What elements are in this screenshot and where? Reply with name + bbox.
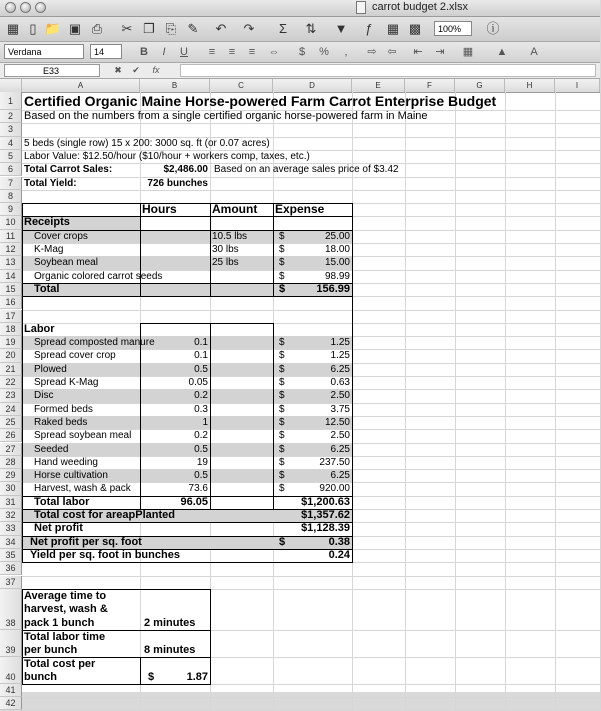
labor-hours-cell[interactable]: 0.5 <box>194 363 208 375</box>
title-bar <box>0 0 600 17</box>
row-header-25[interactable]: 25 <box>0 416 22 429</box>
row-header-6[interactable]: 6 <box>0 163 22 176</box>
net-profit-sqft-label-cell[interactable]: Net profit per sq. foot <box>30 535 142 548</box>
title-cell[interactable]: Certified Organic Maine Horse-powered Farm Carrot Enterprise Budget <box>24 93 497 109</box>
borders-icon[interactable]: ▦ <box>462 46 474 58</box>
total-cost-bunch-currency-cell[interactable]: $ <box>148 670 155 683</box>
labor-item-cell[interactable]: Raked beds <box>34 416 88 428</box>
column-headers <box>0 79 600 93</box>
labor-item-cell[interactable]: Harvest, wash & pack <box>34 483 131 495</box>
function-icon[interactable]: ƒ <box>365 21 373 36</box>
labor-expense-cell[interactable]: 0.63 <box>330 377 350 388</box>
avg-time-value-cell[interactable]: 2 minutes <box>144 616 196 629</box>
column-header-g[interactable]: G <box>455 79 505 92</box>
labor-item-cell[interactable]: Disc <box>34 390 54 402</box>
labor-currency-cell[interactable]: $ <box>279 416 285 428</box>
labor-hours-cell[interactable]: 73.6 <box>188 483 208 495</box>
zoom-window-button[interactable] <box>35 2 46 13</box>
row-header-24[interactable]: 24 <box>0 403 22 416</box>
receipts-total-currency-cell[interactable]: $ <box>279 282 286 295</box>
row-header-12[interactable]: 12 <box>0 243 22 256</box>
labor-currency-cell[interactable]: $ <box>279 363 285 375</box>
yield-sqft-cell[interactable]: 0.24 <box>328 548 350 561</box>
column-gridline <box>555 92 556 710</box>
yield-sqft-row-border <box>22 549 353 563</box>
labor-expense-cell[interactable]: 2.50 <box>330 390 350 402</box>
labor-expense-cell[interactable]: 237.50 <box>319 456 350 468</box>
labor-hours-cell[interactable]: 0.5 <box>194 470 208 482</box>
net-profit-sqft-currency-cell[interactable]: $ <box>279 535 286 548</box>
row-header-41[interactable]: 41 <box>0 684 22 697</box>
receipts-total-label-cell[interactable]: Total <box>34 282 60 295</box>
labor-currency-cell[interactable]: $ <box>279 430 285 442</box>
total-labor-label-cell[interactable]: Total labor <box>34 495 90 508</box>
labor-item-cell[interactable]: Plowed <box>34 363 67 375</box>
row-header-14[interactable]: 14 <box>0 270 22 283</box>
autosum-icon[interactable]: Σ <box>278 21 288 36</box>
copy-icon[interactable]: ❐ <box>143 21 155 36</box>
total-cost-cell[interactable]: $1,357.62 <box>301 509 350 521</box>
row-header-27[interactable]: 27 <box>0 443 22 456</box>
avg-time-label-cell-line: harvest, wash & <box>24 603 108 616</box>
undo-icon[interactable]: ↶ <box>215 21 227 36</box>
row-header-7[interactable]: 7 <box>0 177 22 190</box>
insert-function-button[interactable]: fx <box>152 65 160 75</box>
underline-button[interactable]: U <box>180 46 188 58</box>
sales-note-cell[interactable]: Based on an average sales price of $3.42 <box>214 164 399 176</box>
labor-hours-cell[interactable]: 19 <box>196 456 208 468</box>
filter-icon[interactable]: ▼ <box>334 21 348 36</box>
summary-row-1-border <box>22 589 211 631</box>
row-header-2[interactable]: 2 <box>0 110 22 123</box>
labor-item-cell[interactable]: Spread composted manure <box>34 337 155 349</box>
labor-item-cell[interactable]: Seeded <box>34 443 69 455</box>
row-header-20[interactable]: 20 <box>0 349 22 362</box>
column-header-d[interactable]: D <box>273 79 352 92</box>
row-header-9[interactable]: 9 <box>0 203 22 216</box>
total-cost-bunch-label-cell-line: Total cost per <box>24 657 96 670</box>
align-center-icon[interactable]: ≡ <box>228 46 236 58</box>
labor-currency-cell[interactable]: $ <box>279 337 285 349</box>
yield-value-cell[interactable]: 726 bunches <box>147 177 208 189</box>
labor-hours-cell[interactable]: 0.3 <box>194 403 208 415</box>
align-left-icon[interactable]: ≡ <box>208 46 216 58</box>
labor-expense-cell[interactable]: 6.25 <box>330 363 350 375</box>
column-header-i[interactable]: I <box>555 79 600 92</box>
receipt-expense-cell[interactable]: 25.00 <box>324 230 350 242</box>
row-header-17[interactable]: 17 <box>0 310 22 323</box>
receipt-item-cell[interactable]: K-Mag <box>34 244 64 255</box>
net-profit-label-cell[interactable]: Net profit <box>34 522 83 535</box>
total-row-border <box>22 283 353 297</box>
beds-cell[interactable]: 5 beds (single row) 15 x 200: 3000 sq. ft (or 0.07 acres) <box>24 137 270 149</box>
row-header-35[interactable]: 35 <box>0 549 22 562</box>
labor-currency-cell[interactable]: $ <box>279 390 285 402</box>
row-header-1[interactable]: 1 <box>0 92 22 110</box>
row-header-16[interactable]: 16 <box>0 296 22 309</box>
total-cost-bunch-label-cell-line: bunch <box>24 671 57 684</box>
hours-header-cell[interactable]: Hours <box>142 202 177 217</box>
labor-item-cell[interactable]: Spread K-Mag <box>34 377 99 388</box>
labor-expense-cell[interactable]: 6.25 <box>330 470 350 482</box>
labor-hours-cell[interactable]: 0.5 <box>194 443 208 455</box>
cancel-entry-icon[interactable]: ✖ <box>114 65 122 75</box>
formatting-toolbar <box>0 42 600 63</box>
print-icon[interactable]: ⎙ <box>91 21 103 36</box>
amount-header-cell[interactable]: Amount <box>212 202 258 217</box>
row-header-38[interactable]: 38 <box>0 589 22 630</box>
labor-item-cell[interactable]: Spread soybean meal <box>34 430 132 442</box>
total-labor-time-label-cell-line: Total labor time <box>24 630 106 643</box>
labor-label-cell[interactable]: Labor <box>24 322 55 335</box>
row-header-15[interactable]: 15 <box>0 283 22 296</box>
labor-expense-cell[interactable]: 1.25 <box>330 337 350 349</box>
row-header-37[interactable]: 37 <box>0 576 22 589</box>
document-title: carrot budget 2.xlsx <box>372 1 468 13</box>
receipt-currency-cell[interactable]: $ <box>279 230 285 242</box>
avg-time-label-cell-line: pack 1 bunch <box>24 616 95 629</box>
merge-cells-icon[interactable]: ⇔ <box>268 46 280 58</box>
labor-expense-cell[interactable]: 6.25 <box>330 443 350 455</box>
standard-toolbar <box>0 17 600 42</box>
percent-format-icon[interactable]: % <box>319 46 329 58</box>
receipt-currency-cell[interactable]: $ <box>279 257 285 269</box>
labor-item-cell[interactable]: Horse cultivation <box>34 470 108 482</box>
row-header-29[interactable]: 29 <box>0 469 22 482</box>
help-icon[interactable]: ⓘ <box>486 21 500 36</box>
row-header-8[interactable]: 8 <box>0 190 22 203</box>
total-labor-expense-cell[interactable]: $1,200.63 <box>301 495 350 508</box>
open-folder-icon[interactable]: 📁 <box>44 21 62 36</box>
fill-color-icon[interactable]: ▲ <box>496 46 508 58</box>
column-header-h[interactable]: H <box>505 79 555 92</box>
receipt-expense-cell[interactable]: 98.99 <box>324 270 350 282</box>
align-right-icon[interactable]: ≡ <box>248 46 256 58</box>
net-profit-row-border <box>22 522 353 536</box>
labor-currency-cell[interactable]: $ <box>279 403 285 415</box>
avg-time-label-cell-line: Average time to <box>24 589 107 602</box>
row-header-3[interactable]: 3 <box>0 123 22 136</box>
row-gridline <box>22 190 600 191</box>
receipts-label-cell[interactable]: Receipts <box>24 216 70 229</box>
confirm-entry-icon[interactable]: ✔ <box>132 65 140 75</box>
row-header-23[interactable]: 23 <box>0 389 22 402</box>
expense-header-cell[interactable]: Expense <box>275 202 325 217</box>
labor-expense-cell[interactable]: 920.00 <box>319 483 350 495</box>
net-profit-sqft-cell[interactable]: 0.38 <box>328 535 350 548</box>
receipt-expense-cell[interactable]: 15.00 <box>324 257 350 269</box>
row-header-28[interactable]: 28 <box>0 456 22 469</box>
gallery-icon[interactable]: ▦ <box>386 21 400 36</box>
increase-decimal-icon[interactable]: ⇨ <box>367 46 377 58</box>
receipt-expense-cell[interactable]: 18.00 <box>324 244 350 255</box>
labor-expense-cell[interactable]: 12.50 <box>324 416 350 428</box>
column-header-a[interactable]: A <box>22 79 140 92</box>
total-cost-label-cell[interactable]: Total cost for areapPlanted <box>34 509 175 521</box>
decrease-indent-icon[interactable]: ⇤ <box>413 46 423 58</box>
labor-expense-cell[interactable]: 3.75 <box>330 403 350 415</box>
labor-currency-cell[interactable]: $ <box>279 377 285 388</box>
labor-currency-cell[interactable]: $ <box>279 443 285 455</box>
bold-button[interactable]: B <box>140 46 148 58</box>
formula-bar <box>0 63 600 79</box>
summary-label-border <box>22 657 141 685</box>
column-header-b[interactable]: B <box>140 79 210 92</box>
receipts-total-cell[interactable]: 156.99 <box>316 282 350 295</box>
receipt-item-cell[interactable]: Organic colored carrot seeds <box>34 270 163 282</box>
name-box[interactable]: E33 <box>4 64 100 77</box>
font-size-select[interactable]: 14 <box>90 44 122 59</box>
receipt-amount-cell[interactable]: 30 lbs <box>212 244 239 255</box>
comma-format-icon[interactable]: ‚ <box>344 46 348 58</box>
sheet-grid[interactable] <box>0 79 600 709</box>
format-painter-icon[interactable]: ✎ <box>187 21 199 36</box>
column-header-f[interactable]: F <box>405 79 455 92</box>
row-header-30[interactable]: 30 <box>0 482 22 495</box>
row-header-32[interactable]: 32 <box>0 509 22 522</box>
row-header-42[interactable]: 42 <box>0 697 22 710</box>
receipt-item-cell[interactable]: Cover crops <box>34 230 88 242</box>
sales-value-cell[interactable]: $2,486.00 <box>163 164 208 176</box>
total-labor-time-value-cell[interactable]: 8 minutes <box>144 643 196 656</box>
column-gridline <box>505 92 506 710</box>
column-header-e[interactable]: E <box>352 79 405 92</box>
total-cost-row-border <box>22 509 353 523</box>
minimize-window-button[interactable] <box>20 2 31 13</box>
save-icon[interactable]: ▣ <box>68 21 82 36</box>
yield-label-cell[interactable]: Total Yield: <box>24 177 77 189</box>
font-name-select[interactable]: Verdana <box>4 44 84 59</box>
formula-input[interactable] <box>180 64 596 77</box>
labor-value-cell[interactable]: Labor Value: $12.50/hour ($10/hour + workers comp, taxes, etc.) <box>24 150 310 162</box>
close-window-button[interactable] <box>5 2 16 13</box>
labor-item-cell[interactable]: Spread cover crop <box>34 350 116 362</box>
row-header-33[interactable]: 33 <box>0 522 22 535</box>
row-header-4[interactable]: 4 <box>0 137 22 150</box>
row-header-40[interactable]: 40 <box>0 657 22 684</box>
paste-icon[interactable]: ⎘ <box>165 21 177 36</box>
italic-button[interactable]: I <box>162 46 166 58</box>
row-header-39[interactable]: 39 <box>0 630 22 657</box>
labor-hours-cell[interactable]: 0.1 <box>194 350 208 362</box>
new-sheet-icon[interactable]: ▦ <box>6 21 20 36</box>
redo-icon[interactable]: ↷ <box>243 21 255 36</box>
receipts-header-border <box>22 216 353 230</box>
total-labor-time-label-cell-line: per bunch <box>24 644 78 657</box>
column-gridline <box>405 92 406 710</box>
row-header-36[interactable]: 36 <box>0 562 22 575</box>
row-header-26[interactable]: 26 <box>0 429 22 442</box>
labor-currency-cell[interactable]: $ <box>279 470 285 482</box>
labor-amount-column-border <box>210 323 274 510</box>
labor-hours-cell[interactable]: 0.2 <box>194 390 208 402</box>
row-header-22[interactable]: 22 <box>0 376 22 389</box>
column-header-c[interactable]: C <box>210 79 273 92</box>
new-document-icon[interactable]: ▯ <box>29 21 37 36</box>
font-color-icon[interactable]: A <box>530 46 538 58</box>
total-labor-hours-cell[interactable]: 96.05 <box>180 495 208 508</box>
decrease-decimal-icon[interactable]: ⇦ <box>387 46 397 58</box>
labor-currency-cell[interactable]: $ <box>279 456 285 468</box>
increase-indent-icon[interactable]: ⇥ <box>435 46 445 58</box>
labor-currency-cell[interactable]: $ <box>279 483 285 495</box>
cut-icon[interactable]: ✂ <box>121 21 133 36</box>
row-header-10[interactable]: 10 <box>0 216 22 229</box>
summary-row-2-border <box>22 630 211 658</box>
receipt-amount-cell[interactable]: 25 lbs <box>212 257 239 269</box>
labor-hours-cell[interactable]: 0.1 <box>194 337 208 349</box>
currency-format-icon[interactable]: $ <box>298 46 306 58</box>
row-header-5[interactable]: 5 <box>0 150 22 163</box>
labor-hours-column-border <box>140 323 211 510</box>
labor-hours-cell[interactable]: 0.05 <box>188 377 208 388</box>
row-header-13[interactable]: 13 <box>0 256 22 269</box>
row-header-18[interactable]: 18 <box>0 323 22 336</box>
receipt-item-cell[interactable]: Soybean meal <box>34 257 98 269</box>
receipt-amount-cell[interactable]: 10.5 lbs <box>212 230 248 242</box>
row-header-19[interactable]: 19 <box>0 336 22 349</box>
labor-currency-cell[interactable]: $ <box>279 350 285 362</box>
labor-hours-cell[interactable]: 1 <box>202 416 208 428</box>
total-cost-bunch-value-cell[interactable]: 1.87 <box>186 670 208 683</box>
net-profit-cell[interactable]: $1,128.39 <box>301 522 350 535</box>
zoom-select[interactable]: 100% <box>434 21 472 36</box>
receipt-currency-cell[interactable]: $ <box>279 244 285 255</box>
subtitle-cell[interactable]: Based on the numbers from a single certified organic horse-powered farm in Maine <box>24 110 428 122</box>
labor-expense-cell[interactable]: 1.25 <box>330 350 350 362</box>
column-gridline <box>455 92 456 710</box>
sales-label-cell[interactable]: Total Carrot Sales: <box>24 164 113 176</box>
select-all-corner[interactable] <box>0 79 22 92</box>
labor-item-cell[interactable]: Hand weeding <box>34 456 98 468</box>
document-icon <box>356 1 366 14</box>
row-gridline <box>22 576 600 577</box>
row-gridline <box>22 697 600 698</box>
toolbox-icon[interactable]: ▩ <box>408 21 422 36</box>
receipt-currency-cell[interactable]: $ <box>279 270 285 282</box>
yield-sqft-label-cell[interactable]: Yield per sq. foot in bunches <box>30 548 180 561</box>
total-labor-row-border <box>22 496 353 510</box>
labor-item-cell[interactable]: Formed beds <box>34 403 93 415</box>
sort-icon[interactable]: ⇅ <box>305 21 317 36</box>
row-gridline <box>22 123 600 124</box>
row-header-11[interactable]: 11 <box>0 230 22 243</box>
labor-expense-cell[interactable]: 2.50 <box>330 430 350 442</box>
net-profit-sqft-row-border <box>22 536 353 550</box>
row-header-34[interactable]: 34 <box>0 536 22 549</box>
row-header-31[interactable]: 31 <box>0 496 22 509</box>
row-header-21[interactable]: 21 <box>0 363 22 376</box>
labor-hours-cell[interactable]: 0.2 <box>194 430 208 442</box>
